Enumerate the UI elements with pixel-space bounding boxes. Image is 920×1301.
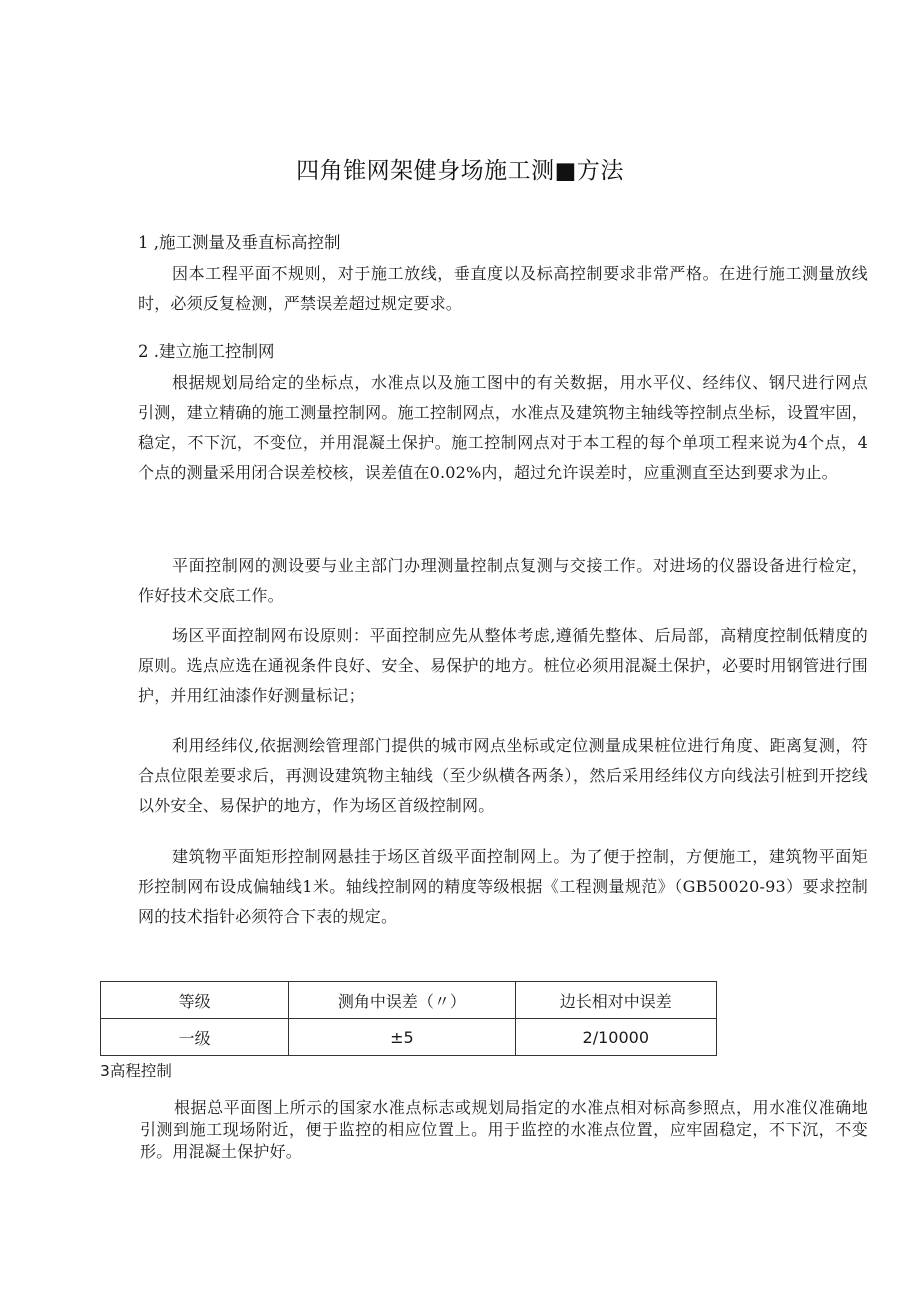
section2-paragraph-5: 建筑物平面矩形控制网悬挂于场区首级平面控制网上。为了便于控制，方便施工，建筑物平面矩形控制网布设成偏轴线1米。轴线控制网的精度等级根据《工程测量规范》（GB50020-93）要求控制网的技术指针必须符合下表的规定。: [138, 847, 868, 926]
section2-heading: 2 .建立施工控制网: [138, 342, 275, 361]
table-header-cell: 等级: [101, 982, 289, 1019]
table-header-cell: 边长相对中误差: [515, 982, 716, 1019]
section2-paragraph-4: 利用经纬仪,依据测绘管理部门提供的城市网点坐标或定位测量成果桩位进行角度、距离复测，符合点位限差要求后，再测设建筑物主轴线（至少纵横各两条），然后采用经纬仪方向线法引桩到开挖线以外安全、易保护的地方，作为场区首级控制网。: [138, 736, 868, 815]
section2-paragraph-1: 根据规划局给定的坐标点，水准点以及施工图中的有关数据，用水平仪、经纬仪、钢尺进行网点引测，建立精确的施工测量控制网。施工控制网点，水准点及建筑物主轴线等控制点坐标，设置牢固，稳定，不下沉，不变位，并用混凝土保护。施工控制网点对于本工程的每个单项工程来说为4个点，4个点的测量采用闭合误差校核，误差值在0.02%内，超过允许误差时，应重测直至达到要求为止。: [138, 373, 868, 482]
section2-paragraph-3: 场区平面控制网布设原则：平面控制应先从整体考虑,遵循先整体、后局部，高精度控制低精度的原则。选点应选在通视条件良好、安全、易保护的地方。桩位必须用混凝土保护，必要时用钢管进行围护，并用红油漆作好测量标记；: [138, 626, 868, 705]
section3-heading: 3高程控制: [100, 1062, 172, 1080]
table-header-cell: 测角中误差（〃）: [289, 982, 515, 1019]
accuracy-table: [100, 981, 717, 1056]
table-header-row: [101, 982, 717, 1019]
table-row: [101, 1019, 717, 1056]
table-cell: 一级: [101, 1019, 289, 1056]
section3-paragraph: 根据总平面图上所示的国家水准点标志或规划局指定的水准点相对标高参照点，用水准仪准确地引测到施工现场附近，便于监控的相应位置上。用于监控的水准点位置，应牢固稳定，不下沉，不变形。用混凝土保护好。: [140, 1098, 868, 1161]
section1-paragraph: 因本工程平面不规则，对于施工放线，垂直度以及标高控制要求非常严格。在进行施工测量放线时，必须反复检测，严禁误差超过规定要求。: [138, 264, 868, 313]
table-cell: ±5: [289, 1019, 515, 1056]
table-cell: 2/10000: [515, 1019, 716, 1056]
section1-heading: 1 ,施工测量及垂直标高控制: [138, 233, 341, 252]
document-title: 四角锥网架健身场施工测■方法: [296, 158, 624, 184]
section2-paragraph-2: 平面控制网的测设要与业主部门办理测量控制点复测与交接工作。对进场的仪器设备进行检定，作好技术交底工作。: [138, 556, 868, 605]
